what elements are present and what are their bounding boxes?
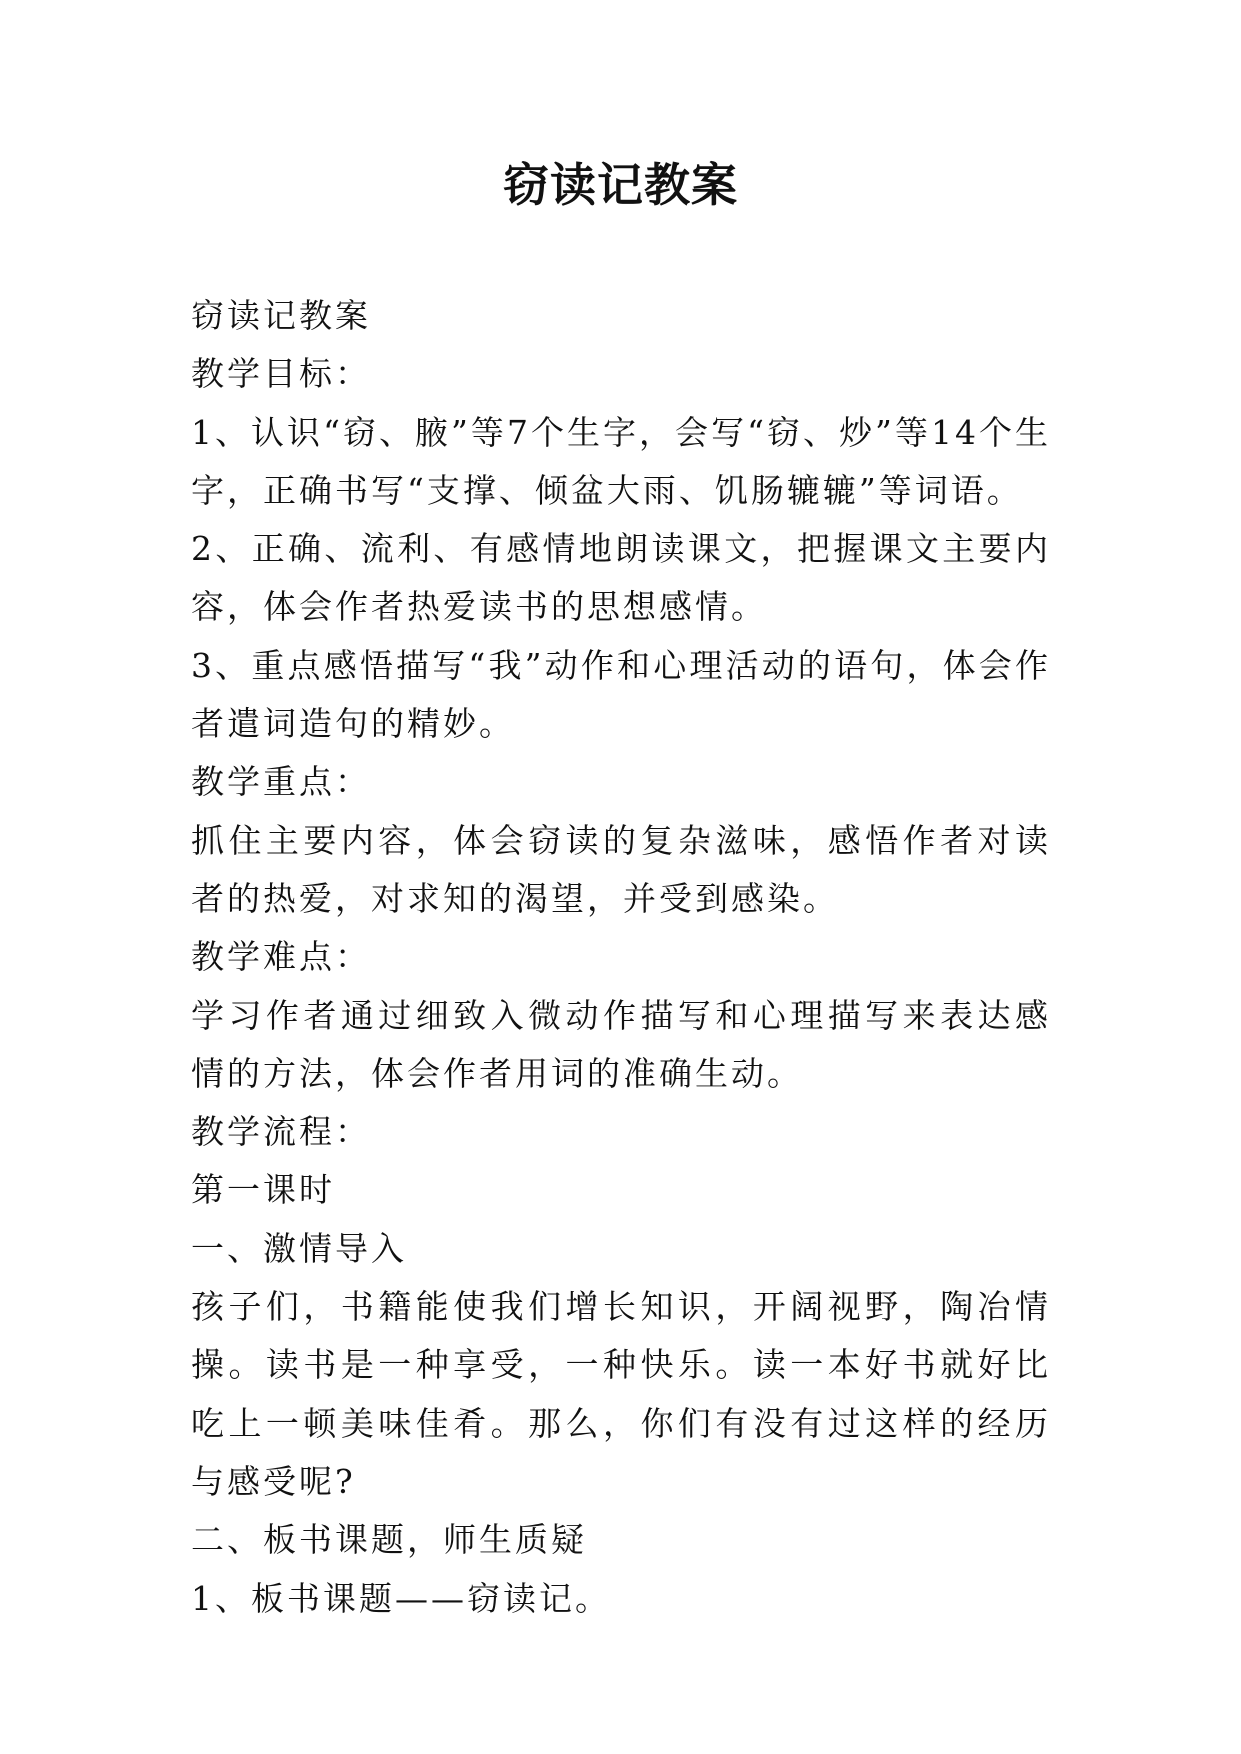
section-heading-key-points: 教学重点： [191,762,371,802]
board-title-item-1: 1、板书课题——窃读记。 [191,1578,611,1618]
document-body [191,287,1051,1628]
paragraph-heading-repeat: 窃读记教案 [191,296,371,335]
lesson-period-heading: 第一课时 [191,1170,335,1210]
section-heading-difficulties: 教学难点： [191,937,371,977]
step-heading-intro: 一、激情导入 [191,1228,407,1268]
difficulties-text: 学习作者通过细致入微动作描写和心理描写来表达感情的方法，体会作者用词的准确生动。 [191,995,1051,1093]
intro-text: 孩子们，书籍能使我们增长知识，开阔视野，陶冶情操。读书是一种享受，一种快乐。读一本好书就好比吃上一顿美味佳肴。那么，你们有没有过这样的经历与感受呢? [191,1287,1051,1501]
section-heading-objectives: 教学目标： [191,354,371,394]
objective-item-3: 3、重点感悟描写“我”动作和心理活动的语句，体会作者遣词造句的精妙。 [191,645,1051,744]
objective-item-1: 1、认识“窃、腋”等7个生字，会写“窃、炒”等14个生字，正确书写“支撑、倾盆大雨、饥肠辘辘”等词语。 [191,412,1051,510]
key-points-text: 抓住主要内容，体会窃读的复杂滋味，感悟作者对读者的热爱，对求知的渴望，并受到感染。 [191,820,1051,918]
document-title: 窃读记教案 [503,158,738,212]
objective-item-2: 2、正确、流利、有感情地朗读课文，把握课文主要内容，体会作者热爱读书的思想感情。 [191,529,1051,627]
step-heading-board-title: 二、板书课题，师生质疑 [191,1520,587,1560]
section-heading-process: 教学流程： [191,1112,371,1152]
